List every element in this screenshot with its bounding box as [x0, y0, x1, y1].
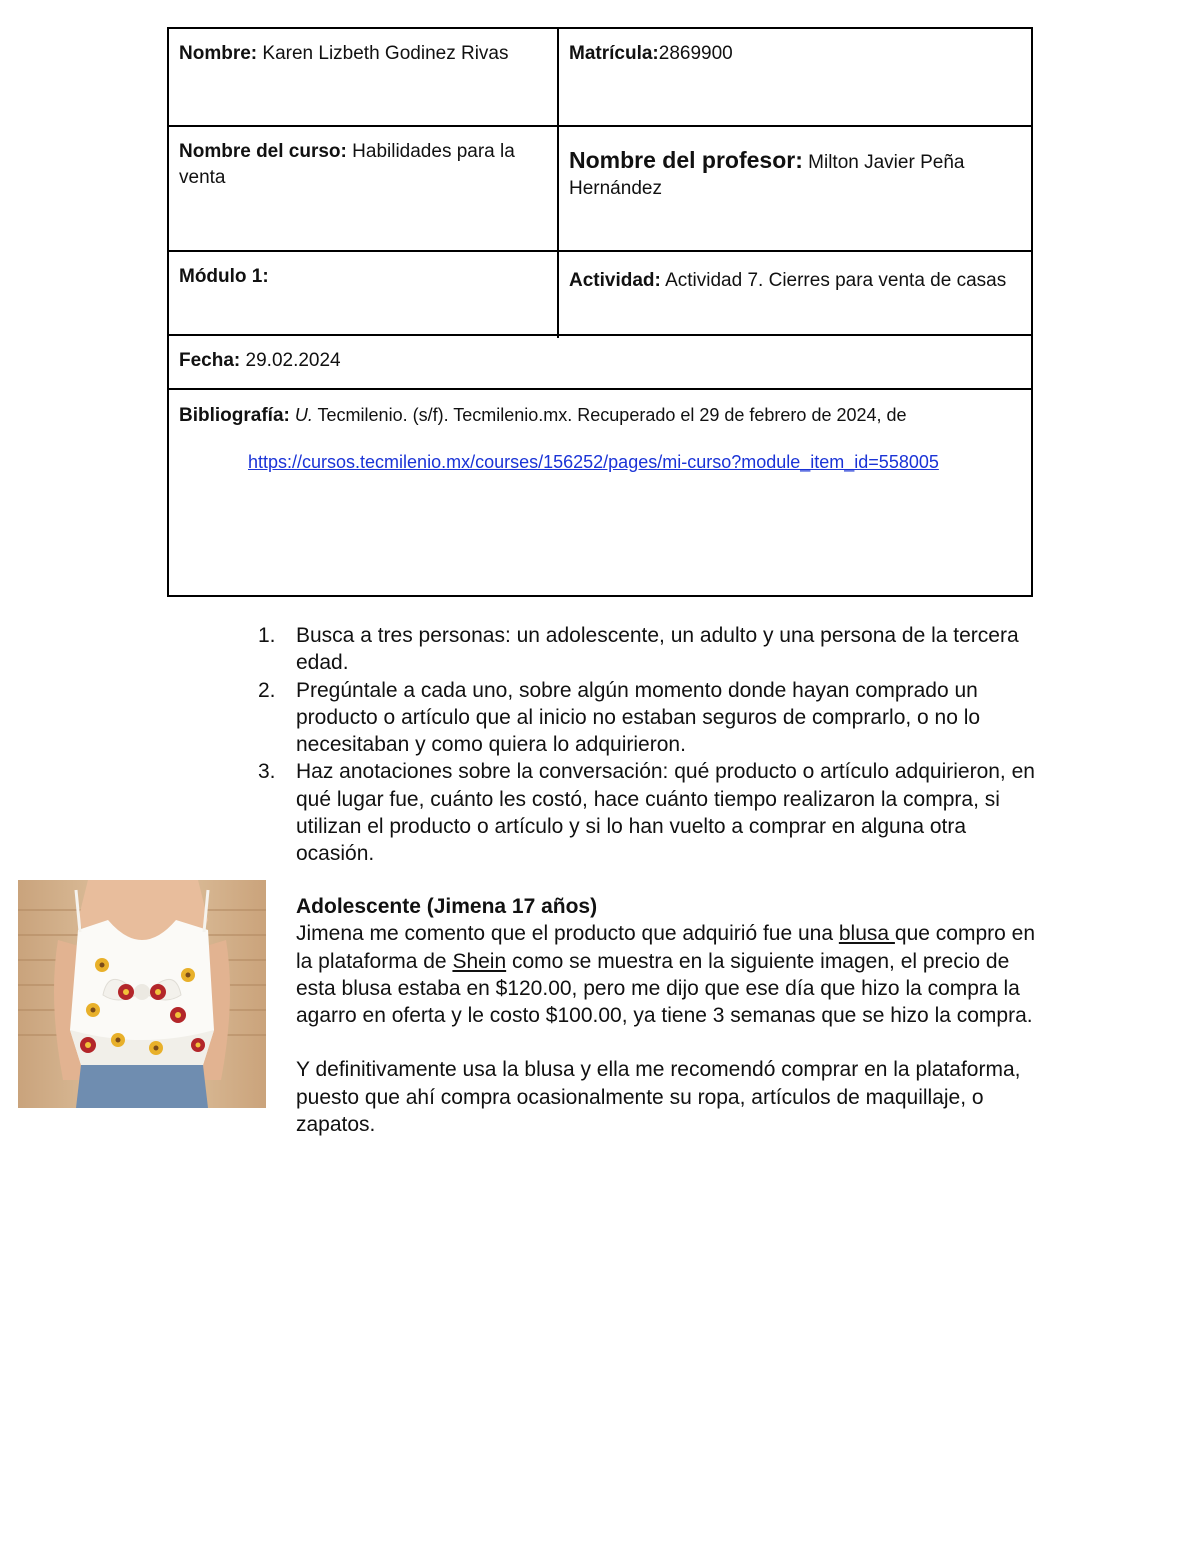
bibliografia-author: U.: [294, 405, 313, 425]
profesor-cell: [559, 127, 1031, 250]
matricula-value: 2869900: [658, 43, 733, 64]
curso-label: Nombre del curso:: [179, 141, 347, 162]
list-number: 1.: [258, 624, 276, 647]
list-item: [258, 677, 1048, 759]
fecha-label: Fecha:: [179, 350, 241, 371]
actividad-cell: [559, 252, 1031, 334]
interview-heading: Adolescente (Jimena 17 años): [296, 895, 598, 918]
fecha-value: 29.02.2024: [245, 350, 341, 371]
fecha-cell: [169, 336, 1031, 388]
paragraph-text: que compro en la plataforma de: [296, 922, 1035, 973]
paragraph-text: como se muestra en la siguiente imagen, el precio de esta blusa estaba en $120.00, pero me dijo que ese día que hizo la compra la agarro en oferta y le costo $100.00, ya tiene 3 semanas que se hizo la compra.: [296, 949, 1033, 1028]
blouse-photo: [18, 880, 266, 1108]
header-table: [167, 27, 1033, 597]
bibliografia-cell: [169, 390, 1031, 595]
actividad-label: Actividad:: [569, 270, 661, 291]
paragraph-gap: [296, 1029, 1046, 1056]
profesor-value: Milton Javier Peña Hernández: [569, 152, 965, 199]
list-item: [258, 758, 1048, 867]
profesor-label: Nombre del profesor:: [569, 147, 803, 173]
curso-cell: [169, 127, 557, 250]
nombre-cell: [169, 29, 557, 125]
matricula-label: Matrícula:: [569, 43, 659, 64]
blusa-link[interactable]: blusa: [838, 922, 895, 946]
nombre-label: Nombre:: [179, 43, 258, 64]
list-text: Pregúntale a cada uno, sobre algún momento donde hayan comprado un producto o artículo que al inicio no estaban seguros de comprarlo, o no lo necesitaban y como quiera lo adquirieron.: [296, 678, 981, 757]
list-text: Haz anotaciones sobre la conversación: qué producto o artículo adquirieron, en qué lugar fue, cuánto les costó, hace cuánto tiempo realizaron la compra, si utilizan el producto o artículo y si lo han vuelto a comprar en alguna otra ocasión.: [296, 760, 1035, 866]
list-number: 2.: [258, 678, 276, 702]
blouse-image-icon: [18, 880, 266, 1108]
list-item: [258, 622, 1048, 677]
interview-section: [296, 893, 1046, 1138]
nombre-value: Karen Lizbeth Godinez Rivas: [262, 43, 509, 64]
bibliografia-label: Bibliografía:: [179, 405, 290, 426]
shein-link[interactable]: Shein: [452, 949, 507, 973]
actividad-value: Actividad 7. Cierres para venta de casas: [665, 270, 1007, 291]
instruction-list: [258, 622, 1048, 868]
modulo-cell: [169, 252, 557, 334]
matricula-cell: [559, 29, 1031, 125]
list-number: 3.: [258, 760, 276, 784]
interview-paragraph-2: Y definitivamente usa la blusa y ella me recomendó comprar en la plataforma, puesto que ahí compra ocasionalmente su ropa, artículos de maquillaje, o zapatos.: [296, 1058, 1021, 1137]
list-text: Busca a tres personas: un adolescente, un adulto y una persona de la tercera edad.: [296, 624, 1019, 675]
bibliografia-text: Tecmilenio. (s/f). Tecmilenio.mx. Recuperado el 29 de febrero de 2024, de: [317, 405, 907, 425]
paragraph-text: Jimena me comento que el producto que adquirió fue una: [296, 922, 839, 946]
modulo-label: Módulo 1:: [179, 266, 269, 287]
bibliografia-link[interactable]: https://cursos.tecmilenio.mx/courses/156252/pages/mi-curso?module_item_id=558005: [248, 452, 939, 472]
interview-paragraph-1: [296, 920, 1046, 1029]
curso-value: Habilidades para la venta: [179, 141, 515, 188]
